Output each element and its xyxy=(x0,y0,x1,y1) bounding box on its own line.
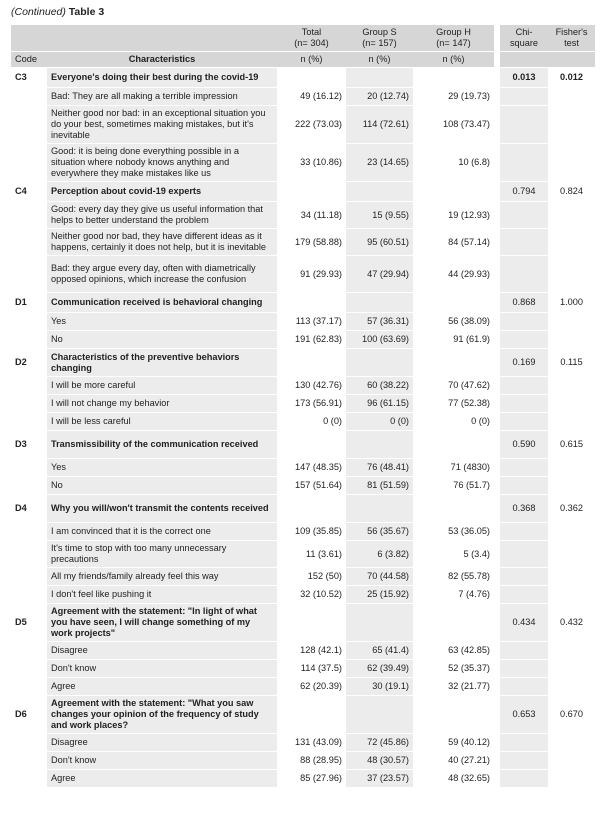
row-code-empty xyxy=(11,331,47,349)
fisher-empty xyxy=(548,313,595,331)
chi-square-value: 0.368 xyxy=(500,495,548,523)
fisher-empty xyxy=(548,678,595,696)
fisher-empty xyxy=(548,256,595,293)
chi-empty xyxy=(500,413,548,431)
row-code-empty xyxy=(11,313,47,331)
cell-empty xyxy=(346,68,413,88)
fisher-empty xyxy=(548,642,595,660)
group-h-value: 7 (4.76) xyxy=(413,586,494,604)
row-label: No xyxy=(47,477,277,495)
fisher-test-value: 0.115 xyxy=(548,349,595,377)
row-code-empty xyxy=(11,202,47,229)
table-row xyxy=(11,229,595,256)
chi-empty xyxy=(500,256,548,293)
section-title: Agreement with the statement: "What you saw changes your opinion of the frequency of study and work places? xyxy=(47,696,277,734)
cell-empty xyxy=(346,696,413,734)
group-h-value: 71 (4830) xyxy=(413,459,494,477)
table-row xyxy=(11,752,595,770)
fisher-test-value: 0.615 xyxy=(548,431,595,459)
header-unit-s: n (%) xyxy=(346,52,413,68)
table-row xyxy=(11,88,595,106)
row-label: Yes xyxy=(47,459,277,477)
table-caption xyxy=(11,5,104,19)
group-s-value: 56 (35.67) xyxy=(346,523,413,541)
chi-empty xyxy=(500,229,548,256)
chi-square-value: 0.653 xyxy=(500,696,548,734)
chi-empty xyxy=(500,477,548,495)
group-s-value: 60 (38.22) xyxy=(346,377,413,395)
row-label: Disagree xyxy=(47,734,277,752)
row-code: D1 xyxy=(11,293,47,313)
group-s-value: 57 (36.31) xyxy=(346,313,413,331)
table-row xyxy=(11,331,595,349)
row-code-empty xyxy=(11,395,47,413)
header-chi-square: Chi- square xyxy=(500,25,548,52)
cell-empty xyxy=(346,431,413,459)
fisher-empty xyxy=(548,523,595,541)
header-empty-code xyxy=(11,25,47,52)
header-group-h: Group H (n= 147) xyxy=(413,25,494,52)
chi-empty xyxy=(500,459,548,477)
group-s-value: 23 (14.65) xyxy=(346,144,413,182)
table-row xyxy=(11,377,595,395)
total-value: 147 (48.35) xyxy=(277,459,346,477)
group-s-value: 76 (48.41) xyxy=(346,459,413,477)
group-s-value: 81 (51.59) xyxy=(346,477,413,495)
fisher-test-value: 0.824 xyxy=(548,182,595,202)
total-value: 49 (16.12) xyxy=(277,88,346,106)
cell-empty xyxy=(277,431,346,459)
row-code-empty xyxy=(11,106,47,144)
fisher-empty xyxy=(548,770,595,788)
row-label: No xyxy=(47,331,277,349)
fisher-empty xyxy=(548,752,595,770)
fisher-empty xyxy=(548,413,595,431)
group-h-value: 5 (3.4) xyxy=(413,541,494,568)
fisher-test-value: 0.432 xyxy=(548,604,595,642)
section-row xyxy=(11,604,595,642)
fisher-empty xyxy=(548,477,595,495)
cell-empty xyxy=(346,495,413,523)
fisher-empty xyxy=(548,660,595,678)
row-code: D3 xyxy=(11,431,47,459)
table-row xyxy=(11,586,595,604)
chi-empty xyxy=(500,395,548,413)
chi-square-value: 0.169 xyxy=(500,349,548,377)
total-value: 88 (28.95) xyxy=(277,752,346,770)
chi-empty xyxy=(500,642,548,660)
row-code-empty xyxy=(11,734,47,752)
fisher-test-value: 1.000 xyxy=(548,293,595,313)
row-code-empty xyxy=(11,413,47,431)
group-s-value: 20 (12.74) xyxy=(346,88,413,106)
row-label: Good: it is being done everything possible in a situation where nobody knows anything and everywhere they make mistakes like us xyxy=(47,144,277,182)
row-code: C3 xyxy=(11,68,47,88)
total-value: 157 (51.64) xyxy=(277,477,346,495)
table-row xyxy=(11,413,595,431)
section-row xyxy=(11,293,595,313)
group-s-value: 47 (29.94) xyxy=(346,256,413,293)
group-h-value: 70 (47.62) xyxy=(413,377,494,395)
fisher-empty xyxy=(548,88,595,106)
cell-empty xyxy=(277,68,346,88)
cell-empty xyxy=(346,349,413,377)
total-value: 130 (42.76) xyxy=(277,377,346,395)
row-code-empty xyxy=(11,586,47,604)
total-value: 152 (50) xyxy=(277,568,346,586)
total-value: 32 (10.52) xyxy=(277,586,346,604)
row-code-empty xyxy=(11,678,47,696)
header-fisher: Fisher's test xyxy=(548,25,595,52)
chi-square-value: 0.013 xyxy=(500,68,548,88)
cell-empty xyxy=(413,349,494,377)
section-row xyxy=(11,495,595,523)
cell-empty xyxy=(413,495,494,523)
cell-empty xyxy=(277,349,346,377)
table-row xyxy=(11,477,595,495)
chi-empty xyxy=(500,331,548,349)
table-body xyxy=(11,68,595,788)
header-total: Total (n= 304) xyxy=(277,25,346,52)
group-h-value: 40 (27.21) xyxy=(413,752,494,770)
row-label: Neither good nor bad: in an exceptional situation you do your best, sometimes making mistakes, but it's inevitable xyxy=(47,106,277,144)
chi-empty xyxy=(500,660,548,678)
row-label: Agree xyxy=(47,678,277,696)
total-value: 34 (11.18) xyxy=(277,202,346,229)
fisher-empty xyxy=(548,459,595,477)
table-row xyxy=(11,459,595,477)
row-label: I don't feel like pushing it xyxy=(47,586,277,604)
table-row xyxy=(11,541,595,568)
group-s-value: 65 (41.4) xyxy=(346,642,413,660)
section-title: Transmissibility of the communication received xyxy=(47,431,277,459)
header-code: Code xyxy=(11,52,47,68)
fisher-empty xyxy=(548,586,595,604)
total-value: 91 (29.93) xyxy=(277,256,346,293)
row-label: I will be more careful xyxy=(47,377,277,395)
chi-empty xyxy=(500,88,548,106)
fisher-test-value: 0.362 xyxy=(548,495,595,523)
chi-empty xyxy=(500,106,548,144)
total-value: 191 (62.83) xyxy=(277,331,346,349)
row-label: Good: every day they give us useful information that helps to better understand the problem xyxy=(47,202,277,229)
section-title: Agreement with the statement: "In light of what you have seen, I will change something of my work projects" xyxy=(47,604,277,642)
header-unit-chi-empty xyxy=(500,52,548,68)
row-code-empty xyxy=(11,88,47,106)
section-title: Everyone's doing their best during the covid-19 xyxy=(47,68,277,88)
chi-empty xyxy=(500,734,548,752)
group-s-value: 48 (30.57) xyxy=(346,752,413,770)
group-s-value: 25 (15.92) xyxy=(346,586,413,604)
total-value: 33 (10.86) xyxy=(277,144,346,182)
cell-empty xyxy=(413,68,494,88)
row-code-empty xyxy=(11,541,47,568)
total-value: 222 (73.03) xyxy=(277,106,346,144)
group-s-value: 62 (39.49) xyxy=(346,660,413,678)
group-h-value: 10 (6.8) xyxy=(413,144,494,182)
group-s-value: 30 (19.1) xyxy=(346,678,413,696)
chi-empty xyxy=(500,678,548,696)
section-title: Communication received is behavioral changing xyxy=(47,293,277,313)
chi-empty xyxy=(500,770,548,788)
group-h-value: 76 (51.7) xyxy=(413,477,494,495)
chi-empty xyxy=(500,523,548,541)
chi-square-value: 0.794 xyxy=(500,182,548,202)
table-row xyxy=(11,734,595,752)
results-table xyxy=(11,25,595,788)
fisher-empty xyxy=(548,331,595,349)
group-h-value: 32 (21.77) xyxy=(413,678,494,696)
chi-square-value: 0.590 xyxy=(500,431,548,459)
group-s-value: 95 (60.51) xyxy=(346,229,413,256)
section-title: Characteristics of the preventive behaviors changing xyxy=(47,349,277,377)
row-label: Neither good nor bad, they have different ideas as it happens, certainly it does not help, but it is inevitable xyxy=(47,229,277,256)
row-code-empty xyxy=(11,523,47,541)
row-label: Don't know xyxy=(47,660,277,678)
table-row xyxy=(11,202,595,229)
chi-empty xyxy=(500,541,548,568)
row-label: Bad: they argue every day, often with diametrically opposed opinions, which increase the confusion xyxy=(47,256,277,293)
row-code-empty xyxy=(11,256,47,293)
row-label: Disagree xyxy=(47,642,277,660)
group-s-value: 15 (9.55) xyxy=(346,202,413,229)
row-label: I am convinced that it is the correct one xyxy=(47,523,277,541)
chi-empty xyxy=(500,586,548,604)
row-code-empty xyxy=(11,770,47,788)
table-row xyxy=(11,660,595,678)
table-row xyxy=(11,523,595,541)
group-s-value: 72 (45.86) xyxy=(346,734,413,752)
row-code: D2 xyxy=(11,349,47,377)
header-row-groups xyxy=(11,25,595,52)
group-h-value: 56 (38.09) xyxy=(413,313,494,331)
group-h-value: 63 (42.85) xyxy=(413,642,494,660)
row-label: It's time to stop with too many unnecessary precautions xyxy=(47,541,277,568)
fisher-empty xyxy=(548,395,595,413)
table-row xyxy=(11,568,595,586)
chi-empty xyxy=(500,202,548,229)
row-code: C4 xyxy=(11,182,47,202)
row-code-empty xyxy=(11,229,47,256)
total-value: 62 (20.39) xyxy=(277,678,346,696)
header-empty-char xyxy=(47,25,277,52)
group-h-value: 52 (35.37) xyxy=(413,660,494,678)
total-value: 131 (43.09) xyxy=(277,734,346,752)
chi-empty xyxy=(500,568,548,586)
group-h-value: 91 (61.9) xyxy=(413,331,494,349)
row-label: All my friends/family already feel this way xyxy=(47,568,277,586)
group-s-value: 0 (0) xyxy=(346,413,413,431)
fisher-test-value: 0.012 xyxy=(548,68,595,88)
fisher-empty xyxy=(548,144,595,182)
header-unit-h: n (%) xyxy=(413,52,494,68)
total-value: 113 (37.17) xyxy=(277,313,346,331)
header-group-s: Group S (n= 157) xyxy=(346,25,413,52)
row-label: I will be less careful xyxy=(47,413,277,431)
table-row xyxy=(11,770,595,788)
fisher-empty xyxy=(548,568,595,586)
header-characteristics: Characteristics xyxy=(47,52,277,68)
cell-empty xyxy=(277,293,346,313)
section-row xyxy=(11,68,595,88)
table-row xyxy=(11,256,595,293)
table-row xyxy=(11,395,595,413)
cell-empty xyxy=(413,431,494,459)
header-unit-fisher-empty xyxy=(548,52,595,68)
row-label: Yes xyxy=(47,313,277,331)
group-s-value: 6 (3.82) xyxy=(346,541,413,568)
cell-empty xyxy=(277,696,346,734)
group-h-value: 82 (55.78) xyxy=(413,568,494,586)
group-s-value: 114 (72.61) xyxy=(346,106,413,144)
cell-empty xyxy=(413,604,494,642)
row-code-empty xyxy=(11,568,47,586)
row-code-empty xyxy=(11,459,47,477)
total-value: 85 (27.96) xyxy=(277,770,346,788)
group-s-value: 70 (44.58) xyxy=(346,568,413,586)
table-row xyxy=(11,678,595,696)
cell-empty xyxy=(413,696,494,734)
total-value: 128 (42.1) xyxy=(277,642,346,660)
cell-empty xyxy=(413,293,494,313)
group-h-value: 19 (12.93) xyxy=(413,202,494,229)
cell-empty xyxy=(413,182,494,202)
cell-empty xyxy=(346,182,413,202)
fisher-empty xyxy=(548,202,595,229)
row-code-empty xyxy=(11,144,47,182)
row-label: I will not change my behavior xyxy=(47,395,277,413)
total-value: 0 (0) xyxy=(277,413,346,431)
chi-square-value: 0.868 xyxy=(500,293,548,313)
fisher-test-value: 0.670 xyxy=(548,696,595,734)
row-label: Bad: They are all making a terrible impression xyxy=(47,88,277,106)
total-value: 114 (37.5) xyxy=(277,660,346,678)
section-row xyxy=(11,349,595,377)
group-h-value: 0 (0) xyxy=(413,413,494,431)
total-value: 109 (35.85) xyxy=(277,523,346,541)
section-row xyxy=(11,431,595,459)
group-h-value: 44 (29.93) xyxy=(413,256,494,293)
chi-empty xyxy=(500,377,548,395)
cell-empty xyxy=(277,495,346,523)
total-value: 11 (3.61) xyxy=(277,541,346,568)
group-h-value: 59 (40.12) xyxy=(413,734,494,752)
group-h-value: 53 (36.05) xyxy=(413,523,494,541)
chi-empty xyxy=(500,752,548,770)
caption-continued: (Continued) xyxy=(11,6,66,18)
cell-empty xyxy=(277,604,346,642)
row-code-empty xyxy=(11,752,47,770)
fisher-empty xyxy=(548,377,595,395)
row-code-empty xyxy=(11,642,47,660)
chi-square-value: 0.434 xyxy=(500,604,548,642)
row-code-empty xyxy=(11,660,47,678)
fisher-empty xyxy=(548,541,595,568)
caption-table-name: Table 3 xyxy=(68,6,105,18)
section-title: Why you will/won't transmit the contents received xyxy=(47,495,277,523)
total-value: 173 (56.91) xyxy=(277,395,346,413)
section-row xyxy=(11,696,595,734)
group-s-value: 100 (63.69) xyxy=(346,331,413,349)
table-row xyxy=(11,642,595,660)
row-code: D6 xyxy=(11,696,47,734)
group-h-value: 108 (73.47) xyxy=(413,106,494,144)
cell-empty xyxy=(346,604,413,642)
table-row xyxy=(11,144,595,182)
group-h-value: 77 (52.38) xyxy=(413,395,494,413)
cell-empty xyxy=(346,293,413,313)
chi-empty xyxy=(500,144,548,182)
section-title: Perception about covid-19 experts xyxy=(47,182,277,202)
fisher-empty xyxy=(548,734,595,752)
row-code: D5 xyxy=(11,604,47,642)
fisher-empty xyxy=(548,229,595,256)
row-code-empty xyxy=(11,477,47,495)
fisher-empty xyxy=(548,106,595,144)
section-row xyxy=(11,182,595,202)
row-code: D4 xyxy=(11,495,47,523)
header-unit-total: n (%) xyxy=(277,52,346,68)
group-h-value: 84 (57.14) xyxy=(413,229,494,256)
row-label: Agree xyxy=(47,770,277,788)
cell-empty xyxy=(277,182,346,202)
total-value: 179 (58.88) xyxy=(277,229,346,256)
row-label: Don't know xyxy=(47,752,277,770)
header-row-units xyxy=(11,52,595,68)
table-row xyxy=(11,313,595,331)
chi-empty xyxy=(500,313,548,331)
group-s-value: 96 (61.15) xyxy=(346,395,413,413)
group-h-value: 48 (32.65) xyxy=(413,770,494,788)
row-code-empty xyxy=(11,377,47,395)
group-s-value: 37 (23.57) xyxy=(346,770,413,788)
group-h-value: 29 (19.73) xyxy=(413,88,494,106)
table-row xyxy=(11,106,595,144)
